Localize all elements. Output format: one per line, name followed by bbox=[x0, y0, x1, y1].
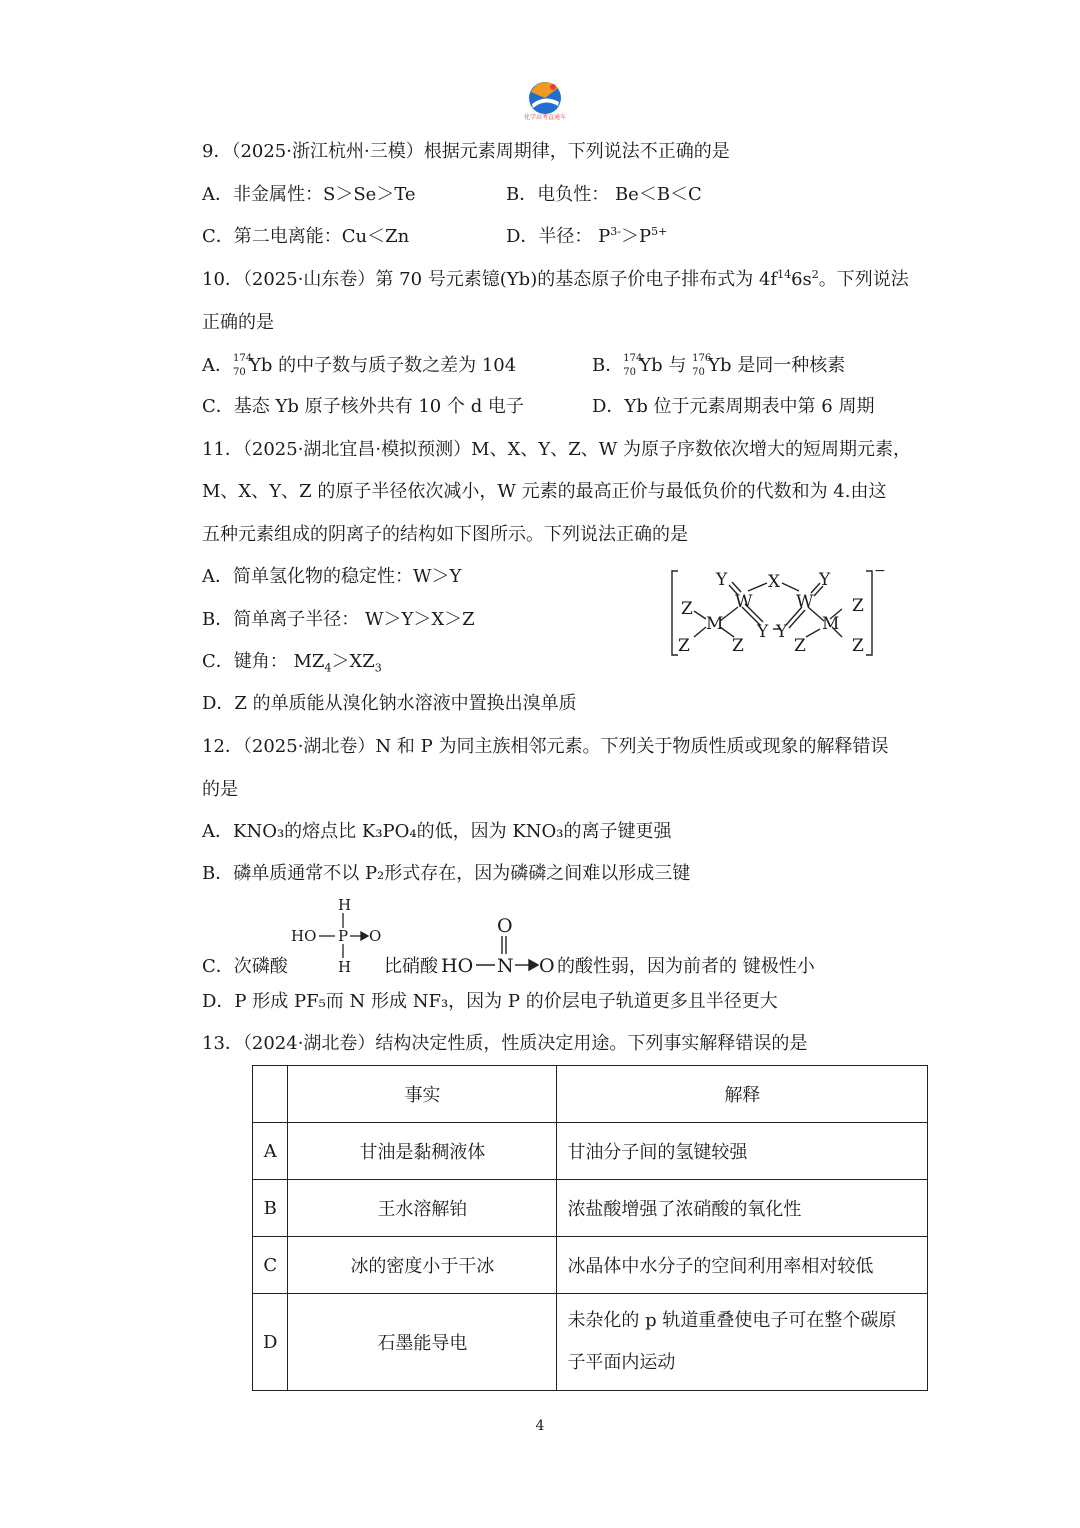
svg-text:O: O bbox=[497, 915, 513, 937]
q10-option-a: A． 174 70 Yb 的中子数与质子数之差为 104 bbox=[202, 353, 517, 378]
struct-z-4: Z bbox=[732, 636, 744, 656]
q11-stem-line1: 11．（2025·湖北宜昌·模拟预测）M、X、Y、Z、W 为原子序数依次增大的短周期元素， bbox=[202, 439, 912, 460]
table-row bbox=[253, 1180, 928, 1237]
q12-option-c-mid: 比硝酸 bbox=[384, 956, 438, 977]
struct-z-5: Z bbox=[794, 636, 806, 656]
struct-charge: − bbox=[874, 565, 886, 579]
q10-option-b: B． 174 70 Yb 与 176 70 Yb 是同一种核素 bbox=[592, 353, 846, 378]
page-number: 4 bbox=[535, 1418, 545, 1434]
q10-stem-line2: 正确的是 bbox=[202, 312, 274, 333]
nitric-acid-structure bbox=[440, 912, 560, 978]
q11-stem-line2: M、X、Y、Z 的原子半径依次减小，W 元素的最高正价与最低负价的代数和为 4.由这 bbox=[202, 481, 887, 502]
table-header-fact: 事实 bbox=[288, 1066, 557, 1123]
svg-text:HO: HO bbox=[291, 927, 317, 945]
q11-option-a: A．简单氢化物的稳定性：W＞Y bbox=[202, 566, 462, 587]
table-cell-explain: 冰晶体中水分子的空间利用率相对较低 bbox=[557, 1237, 928, 1294]
q12-option-b: B．磷单质通常不以 P₂形式存在，因为磷磷之间难以形成三键 bbox=[202, 863, 691, 884]
q10-stem: 10．（2025·山东卷）第 70 号元素镱(Yb)的基态原子价电子排布式为 $4f^{14}6s^2$。下列说法 bbox=[202, 268, 909, 290]
struct-y-4: Y bbox=[776, 622, 788, 642]
table-cell-key: B bbox=[253, 1180, 288, 1237]
table-cell-explain: 甘油分子间的氢键较强 bbox=[557, 1123, 928, 1180]
q10-option-c: C．基态 Yb 原子核外共有 10 个 d 电子 bbox=[202, 396, 524, 417]
q12-option-c-tail: 的酸性弱，因为前者的 键极性小 bbox=[557, 956, 815, 977]
q12-option-c-label: C．次磷酸 bbox=[202, 956, 288, 977]
table-cell-fact: 王水溶解铂 bbox=[288, 1180, 557, 1237]
table-cell-key: A bbox=[253, 1123, 288, 1180]
svg-text:O: O bbox=[369, 927, 382, 945]
q9-option-d: D．半径： $P^{3-}>P^{5+}$ bbox=[506, 225, 668, 247]
q9-option-c: C．第二电离能：Cu＜Zn bbox=[202, 226, 410, 247]
q9-stem: 9．（2025·浙江杭州·三模）根据元素周期律，下列说法不正确的是 bbox=[202, 141, 730, 162]
struct-w-2: W bbox=[796, 592, 814, 612]
struct-m-1: M bbox=[706, 614, 724, 634]
q12-option-a: A．KNO₃的熔点比 K₃PO₄的低，因为 KNO₃的离子键更强 bbox=[202, 821, 672, 842]
struct-z-3: Z bbox=[678, 636, 690, 656]
q11-option-c: C．键角： $MZ_4>XZ_3$ bbox=[202, 651, 382, 675]
q12-option-d: D．P 形成 PF₅而 N 形成 NF₃，因为 P 的价层电子轨道更多且半径更大 bbox=[202, 991, 778, 1012]
table-header-explain: 解释 bbox=[557, 1066, 928, 1123]
svg-text:N: N bbox=[497, 955, 514, 977]
struct-z-6: Z bbox=[852, 636, 864, 656]
logo-caption: 化学高考直通车 bbox=[523, 114, 566, 121]
q9-option-a: A．非金属性：S＞Se＞Te bbox=[202, 184, 416, 205]
q10-option-d: D．Yb 位于元素周期表中第 6 周期 bbox=[592, 396, 875, 417]
struct-m-2: M bbox=[822, 614, 840, 634]
hypophosphorous-acid-structure bbox=[288, 894, 388, 974]
q11-stem-line3: 五种元素组成的阴离子的结构如下图所示。下列说法正确的是 bbox=[202, 524, 688, 545]
table-row bbox=[253, 1123, 928, 1180]
table-cell-key: C bbox=[253, 1237, 288, 1294]
q9-option-b: B．电负性： Be＜B＜C bbox=[506, 184, 702, 205]
svg-text:P: P bbox=[338, 927, 349, 945]
table-header-row bbox=[253, 1066, 928, 1123]
table-header-key bbox=[253, 1066, 288, 1123]
q13-stem: 13．（2024·湖北卷）结构决定性质，性质决定用途。下列事实解释错误的是 bbox=[202, 1033, 808, 1054]
q12-stem-line1: 12．（2025·湖北卷）N 和 P 为同主族相邻元素。下列关于物质性质或现象的解释错误 bbox=[202, 736, 889, 757]
q11-option-b: B．简单离子半径： W＞Y＞X＞Z bbox=[202, 609, 475, 630]
table-cell-fact: 冰的密度小于干冰 bbox=[288, 1237, 557, 1294]
struct-y-3: Y bbox=[757, 622, 769, 642]
svg-text:HO: HO bbox=[441, 955, 474, 977]
q12-stem-line2: 的是 bbox=[202, 779, 238, 800]
struct-y-2: Y bbox=[819, 570, 831, 590]
table-cell-explain: 未杂化的 p 轨道重叠使电子可在整个碳原 子平面内运动 bbox=[557, 1294, 928, 1391]
table-cell-fact: 甘油是黏稠液体 bbox=[288, 1123, 557, 1180]
q11-anion-structure bbox=[668, 565, 890, 661]
struct-z-1: Z bbox=[681, 599, 693, 619]
q11-option-d: D．Z 的单质能从溴化钠水溶液中置换出溴单质 bbox=[202, 693, 577, 714]
table-cell-explain: 浓盐酸增强了浓硝酸的氧化性 bbox=[557, 1180, 928, 1237]
table-row bbox=[253, 1237, 928, 1294]
struct-w-1: W bbox=[735, 592, 753, 612]
struct-x: X bbox=[768, 572, 781, 592]
svg-text:H: H bbox=[338, 958, 352, 974]
struct-y-1: Y bbox=[716, 570, 728, 590]
q13-table bbox=[252, 1065, 928, 1391]
svg-text:O: O bbox=[539, 955, 555, 977]
svg-text:H: H bbox=[338, 896, 352, 914]
struct-z-2: Z bbox=[852, 596, 864, 616]
table-cell-fact: 石墨能导电 bbox=[288, 1294, 557, 1391]
table-row bbox=[253, 1294, 928, 1391]
table-cell-key: D bbox=[253, 1294, 288, 1391]
